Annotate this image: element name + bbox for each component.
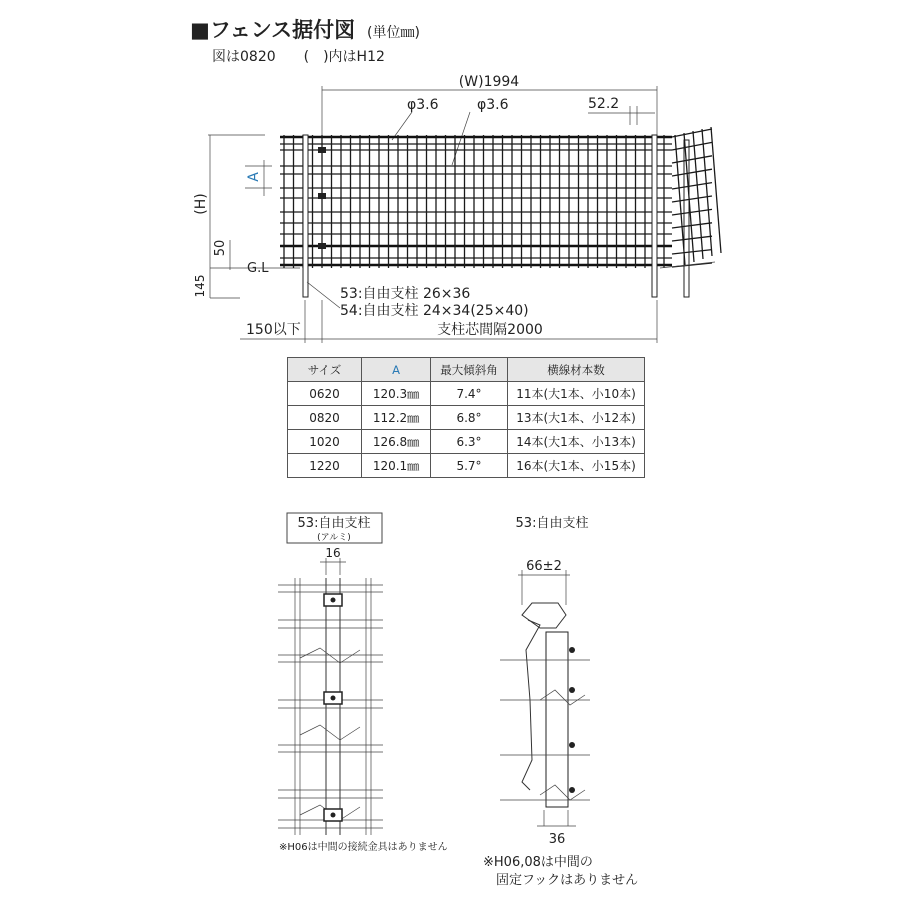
header-angle: 最大傾斜角 bbox=[431, 358, 508, 382]
cell-a: 120.3㎜ bbox=[362, 382, 431, 406]
width-label: (W)1994 bbox=[458, 74, 520, 90]
height-label: (H) bbox=[193, 193, 209, 215]
post-clamp bbox=[318, 193, 326, 199]
slant-wire bbox=[672, 156, 712, 163]
slant-wire bbox=[672, 129, 712, 137]
edge-label: 52.2 bbox=[588, 96, 620, 112]
post53-label: 53:自由支柱 26×36 bbox=[340, 286, 471, 302]
slant-vertical bbox=[711, 127, 721, 253]
detail-right-dim-top: 66±2 bbox=[526, 559, 562, 574]
cell-angle: 6.3° bbox=[431, 430, 508, 454]
span-label: 支柱芯間隔2000 bbox=[437, 322, 543, 338]
hook-bolt bbox=[569, 787, 575, 793]
post-clamp bbox=[318, 147, 326, 153]
post-right bbox=[652, 135, 657, 297]
slant-vertical bbox=[693, 131, 703, 259]
table-row bbox=[288, 430, 645, 454]
phi-left-label: φ3.6 bbox=[407, 97, 439, 113]
cell-wires: 11本(大1本、小10本) bbox=[508, 382, 645, 406]
table-header-row bbox=[288, 358, 645, 382]
break-mark bbox=[300, 725, 360, 740]
detail-left-note: ※H06は中間の接続金具はありません bbox=[279, 842, 448, 853]
slant-wire bbox=[672, 263, 712, 267]
fence-mesh bbox=[280, 127, 721, 297]
slant-wire bbox=[672, 250, 712, 254]
spec-table bbox=[287, 357, 645, 478]
header-wires: 横線材本数 bbox=[508, 358, 645, 382]
cell-a: 126.8㎜ bbox=[362, 430, 431, 454]
hook-bolt bbox=[569, 742, 575, 748]
cell-wires: 16本(大1本、小15本) bbox=[508, 454, 645, 478]
detail-right-label: 53:自由支柱 bbox=[515, 516, 589, 531]
hook-bolt bbox=[569, 647, 575, 653]
slant-wire bbox=[672, 196, 712, 202]
cell-angle: 5.7° bbox=[431, 454, 508, 478]
slant-wire bbox=[672, 142, 712, 150]
adjacent-panel bbox=[672, 127, 721, 267]
detail-right-drawing bbox=[500, 603, 590, 807]
fifty-label: 50 bbox=[213, 239, 228, 257]
gl-label: G.L bbox=[247, 261, 269, 276]
cell-a: 120.1㎜ bbox=[362, 454, 431, 478]
title: ■フェンス据付図 bbox=[190, 18, 356, 42]
header-a: A bbox=[362, 358, 431, 382]
header-size: サイズ bbox=[288, 358, 362, 382]
detail-left-drawing bbox=[278, 578, 383, 835]
break-mark bbox=[300, 648, 360, 663]
phi-right-label: φ3.6 bbox=[477, 97, 509, 113]
detail-right-dim-bottom: 36 bbox=[548, 832, 566, 847]
post54-label: 54:自由支柱 24×34(25×40) bbox=[340, 303, 529, 319]
slant-wire bbox=[672, 209, 712, 215]
hook-top bbox=[522, 603, 566, 628]
cell-angle: 6.8° bbox=[431, 406, 508, 430]
cell-wires: 13本(大1本、小12本) bbox=[508, 406, 645, 430]
detail-right-note-1: ※H06,08は中間の bbox=[483, 855, 593, 870]
cell-wires: 14本(大1本、小13本) bbox=[508, 430, 645, 454]
hook-bolt bbox=[569, 687, 575, 693]
cell-size: 0620 bbox=[288, 382, 362, 406]
detail-left-sub: (アルミ) bbox=[317, 533, 351, 543]
title-unit: (単位㎜) bbox=[367, 25, 420, 41]
detail-left-label: 53:自由支柱 bbox=[297, 516, 371, 531]
depth-label: 145 bbox=[193, 274, 207, 298]
table-row bbox=[288, 382, 645, 406]
cell-angle: 7.4° bbox=[431, 382, 508, 406]
offset-label: 150以下 bbox=[246, 322, 301, 338]
cell-a: 112.2㎜ bbox=[362, 406, 431, 430]
connector-bolt bbox=[331, 696, 336, 701]
cell-size: 1020 bbox=[288, 430, 362, 454]
table-row bbox=[288, 454, 645, 478]
detail-left-dim: 16 bbox=[325, 546, 341, 560]
cell-size: 1220 bbox=[288, 454, 362, 478]
detail-post bbox=[546, 632, 568, 807]
subtitle: 図は0820 ( )内はH12 bbox=[212, 49, 385, 65]
connector-bolt bbox=[331, 598, 336, 603]
label-a: A bbox=[246, 172, 262, 182]
cell-size: 0820 bbox=[288, 406, 362, 430]
post-left bbox=[303, 135, 308, 297]
connector-bolt bbox=[331, 813, 336, 818]
post-clamp bbox=[318, 243, 326, 249]
detail-right-note-2: 固定フックはありません bbox=[496, 873, 639, 888]
slant-wire bbox=[672, 223, 712, 228]
table-row bbox=[288, 406, 645, 430]
hook-arm bbox=[522, 620, 540, 790]
